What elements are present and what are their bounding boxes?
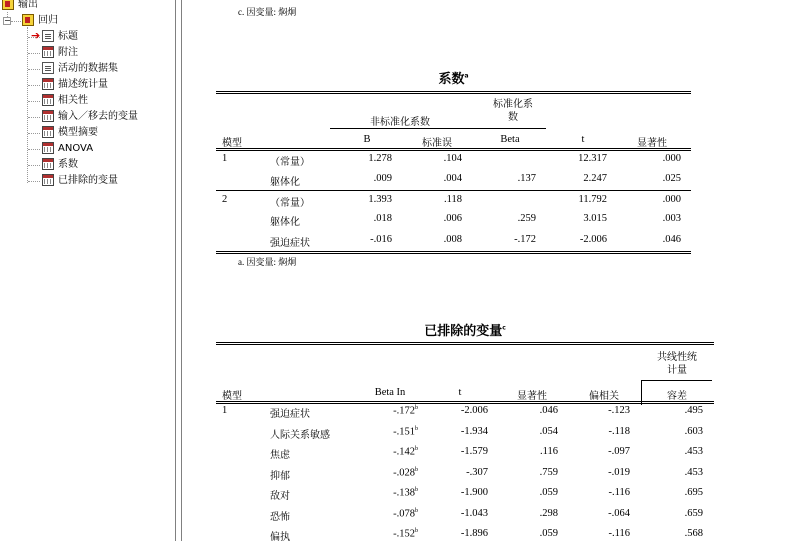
excl-cell-t: -2.006 — [460, 405, 488, 416]
excl-cell-beta-in: -.151$^b$ — [393, 425, 418, 437]
excl-col-t: t — [458, 387, 462, 398]
excl-cell-var: 强迫症状 — [270, 409, 310, 420]
excl-cell-var: 恐怖 — [270, 511, 290, 523]
excl-cell-sig: .298 — [539, 507, 558, 519]
excl-cell-beta-in: -.028$^b$ — [393, 466, 418, 478]
excl-cell-beta-in: -.152$^b$ — [393, 528, 418, 540]
excl-cell-tol: .495 — [684, 405, 703, 416]
coef-cell-t: -2.006 — [579, 234, 607, 245]
excl-cell-sig: .046 — [539, 405, 558, 416]
excl-cell-var: 敌对 — [270, 491, 290, 502]
col-std-error: 标准误 — [422, 138, 452, 149]
excl-cell-beta-in: -.138$^b$ — [393, 487, 418, 499]
tree-connector — [28, 181, 40, 182]
coef-cell-var: 躯体化 — [270, 217, 300, 228]
coef-cell-beta: -.172 — [514, 234, 536, 245]
col-t: t — [581, 134, 585, 145]
excl-cell-sig: .759 — [539, 466, 558, 478]
coef-cell-model: 1 — [222, 153, 228, 164]
excl-cell-t: -1.896 — [460, 528, 488, 539]
tree-node-output-label: 输出 — [18, 0, 38, 10]
excl-col-tolerance: 容差 — [667, 391, 687, 402]
excl-cell-var: 人际关系敏感 — [270, 429, 330, 441]
tree-connector — [28, 69, 40, 70]
excluded-top-rule — [216, 342, 714, 345]
excl-cell-partial: -.097 — [608, 446, 630, 457]
coef-cell-beta: .259 — [517, 213, 536, 224]
tree-connector — [28, 85, 40, 86]
tree-item-label: 相关性 — [58, 95, 88, 106]
excl-cell-t: -1.043 — [460, 507, 488, 519]
tree-connector — [28, 133, 40, 134]
table-icon — [42, 110, 54, 122]
excl-cell-t: -1.934 — [460, 425, 488, 437]
excl-cell-beta-in: -.142$^b$ — [393, 446, 418, 458]
table-icon — [42, 126, 54, 138]
output-book-icon — [2, 0, 14, 10]
tree-node-regression-label: 回归 — [38, 15, 58, 26]
coef-cell-b: .009 — [373, 173, 392, 184]
coef-cell-model: 2 — [222, 194, 228, 205]
coef-cell-t: 11.792 — [578, 194, 607, 205]
tree-connector — [28, 53, 40, 54]
excl-cell-sig: .116 — [540, 446, 558, 457]
excl-cell-sig: .059 — [539, 528, 558, 539]
excluded-header-bottom-rule — [216, 401, 714, 404]
coef-cell-var: （常量） — [270, 198, 310, 209]
coef-cell-b: 1.393 — [368, 194, 392, 205]
excluded-table-title: 已排除的变量$^c$ — [424, 324, 506, 339]
tree-item-label: 已排除的变量 — [58, 175, 118, 186]
current-item-arrow-icon: ➔ — [31, 29, 41, 42]
table-icon — [42, 174, 54, 186]
col-beta: Beta — [500, 134, 520, 145]
top-footnote: c. 因变量: 焖炯 — [238, 7, 297, 17]
table-bottom-rule — [216, 251, 691, 254]
tree-connector — [28, 101, 40, 102]
coef-cell-b: .018 — [373, 213, 392, 224]
excl-cell-tol: .659 — [684, 507, 703, 519]
coef-cell-sig: .025 — [662, 173, 681, 184]
table-icon — [42, 158, 54, 170]
coef-cell-se: .118 — [444, 194, 462, 205]
excl-col-model: 模型 — [222, 391, 242, 402]
tree-connector — [27, 27, 28, 183]
excl-cell-partial: -.123 — [608, 405, 630, 416]
coef-cell-se: .006 — [443, 213, 462, 224]
coef-cell-b: 1.278 — [368, 153, 392, 164]
coef-cell-t: 3.015 — [583, 213, 607, 224]
col-significance: 显著性 — [637, 138, 667, 149]
header-group-rule — [330, 128, 546, 129]
coef-cell-sig: .003 — [662, 213, 681, 224]
tree-item-label: 标题 — [58, 31, 78, 42]
excl-cell-t: -.307 — [466, 466, 488, 478]
coef-cell-sig: .000 — [662, 194, 681, 205]
coef-cell-var: 躯体化 — [270, 177, 300, 188]
coef-cell-se: .008 — [443, 234, 462, 245]
coef-cell-var: （常量） — [270, 157, 310, 168]
excl-col-beta-in: Beta In — [374, 387, 406, 398]
tree-connector — [28, 149, 40, 150]
excl-cell-partial: -.116 — [608, 487, 630, 498]
coef-cell-beta: .137 — [517, 173, 536, 184]
coef-footnote: a. 因变量: 焖炯 — [238, 257, 297, 267]
regression-book-icon — [22, 14, 34, 26]
coef-cell-sig: .046 — [662, 234, 681, 245]
tree-connector — [11, 21, 21, 22]
excl-cell-var: 抑郁 — [270, 470, 290, 482]
coef-cell-t: 2.247 — [583, 173, 607, 184]
coef-cell-sig: .000 — [662, 153, 681, 164]
excl-cell-model: 1 — [222, 405, 228, 416]
table-icon — [42, 142, 54, 154]
tree-item-label: 输入／移去的变量 — [58, 111, 138, 122]
excl-cell-t: -1.900 — [460, 487, 488, 498]
coef-cell-b: -.016 — [370, 234, 392, 245]
coef-cell-var: 强迫症状 — [270, 238, 310, 249]
coef-cell-se: .004 — [443, 173, 462, 184]
header-collinearity: 共线性统 计量 — [657, 352, 697, 376]
excl-cell-sig: .059 — [539, 487, 558, 498]
excl-cell-tol: .695 — [684, 487, 703, 498]
header-unstandardized: 非标准化系数 — [370, 117, 430, 128]
table-top-rule — [216, 91, 691, 94]
excl-cell-partial: -.116 — [608, 528, 630, 539]
doc-icon — [42, 62, 54, 74]
table-icon — [42, 78, 54, 90]
tree-item-label: 模型摘要 — [58, 127, 98, 138]
excl-cell-tol: .603 — [684, 425, 703, 437]
excl-col-partial: 偏相关 — [589, 391, 619, 402]
col-b: B — [363, 134, 371, 145]
coef-table-title: 系数$^a$ — [438, 72, 469, 87]
excl-cell-beta-in: -.078$^b$ — [393, 507, 418, 519]
table-icon — [42, 94, 54, 106]
coef-cell-se: .104 — [443, 153, 462, 164]
excl-col-significance: 显著性 — [517, 391, 547, 402]
header-standardized: 标准化系 数 — [493, 99, 533, 123]
tree-item-label: 活动的数据集 — [58, 63, 118, 74]
tree-item-label: 系数 — [58, 159, 78, 170]
collapse-toggle[interactable]: − — [4, 16, 11, 25]
outline-tree[interactable] — [0, 0, 175, 541]
excl-cell-beta-in: -.172$^b$ — [393, 405, 418, 417]
tree-item-label: 描述统计量 — [58, 79, 108, 90]
pane-splitter[interactable] — [175, 0, 182, 541]
doc-icon — [42, 30, 54, 42]
excl-cell-partial: -.064 — [608, 507, 630, 519]
excl-cell-var: 焦虑 — [270, 450, 290, 461]
excl-cell-tol: .453 — [684, 466, 703, 478]
output-viewer — [182, 0, 806, 541]
tree-item-label: ANOVA — [58, 143, 94, 154]
tree-connector — [28, 165, 40, 166]
excl-cell-tol: .568 — [684, 528, 703, 539]
tree-item-label: 附注 — [58, 47, 78, 58]
tree-connector — [28, 117, 40, 118]
excl-cell-var: 偏执 — [270, 532, 290, 541]
header-bottom-rule — [216, 148, 691, 151]
excl-cell-tol: .453 — [684, 446, 703, 457]
table-icon — [42, 46, 54, 58]
collinearity-group-rule — [642, 380, 712, 381]
coef-cell-t: 12.317 — [578, 153, 607, 164]
excl-cell-sig: .054 — [539, 425, 558, 437]
excl-cell-t: -1.579 — [460, 446, 488, 457]
col-model: 模型 — [222, 138, 242, 149]
excl-cell-partial: -.118 — [608, 425, 630, 437]
model-separator-rule — [216, 190, 691, 191]
excl-cell-partial: -.019 — [608, 466, 630, 478]
